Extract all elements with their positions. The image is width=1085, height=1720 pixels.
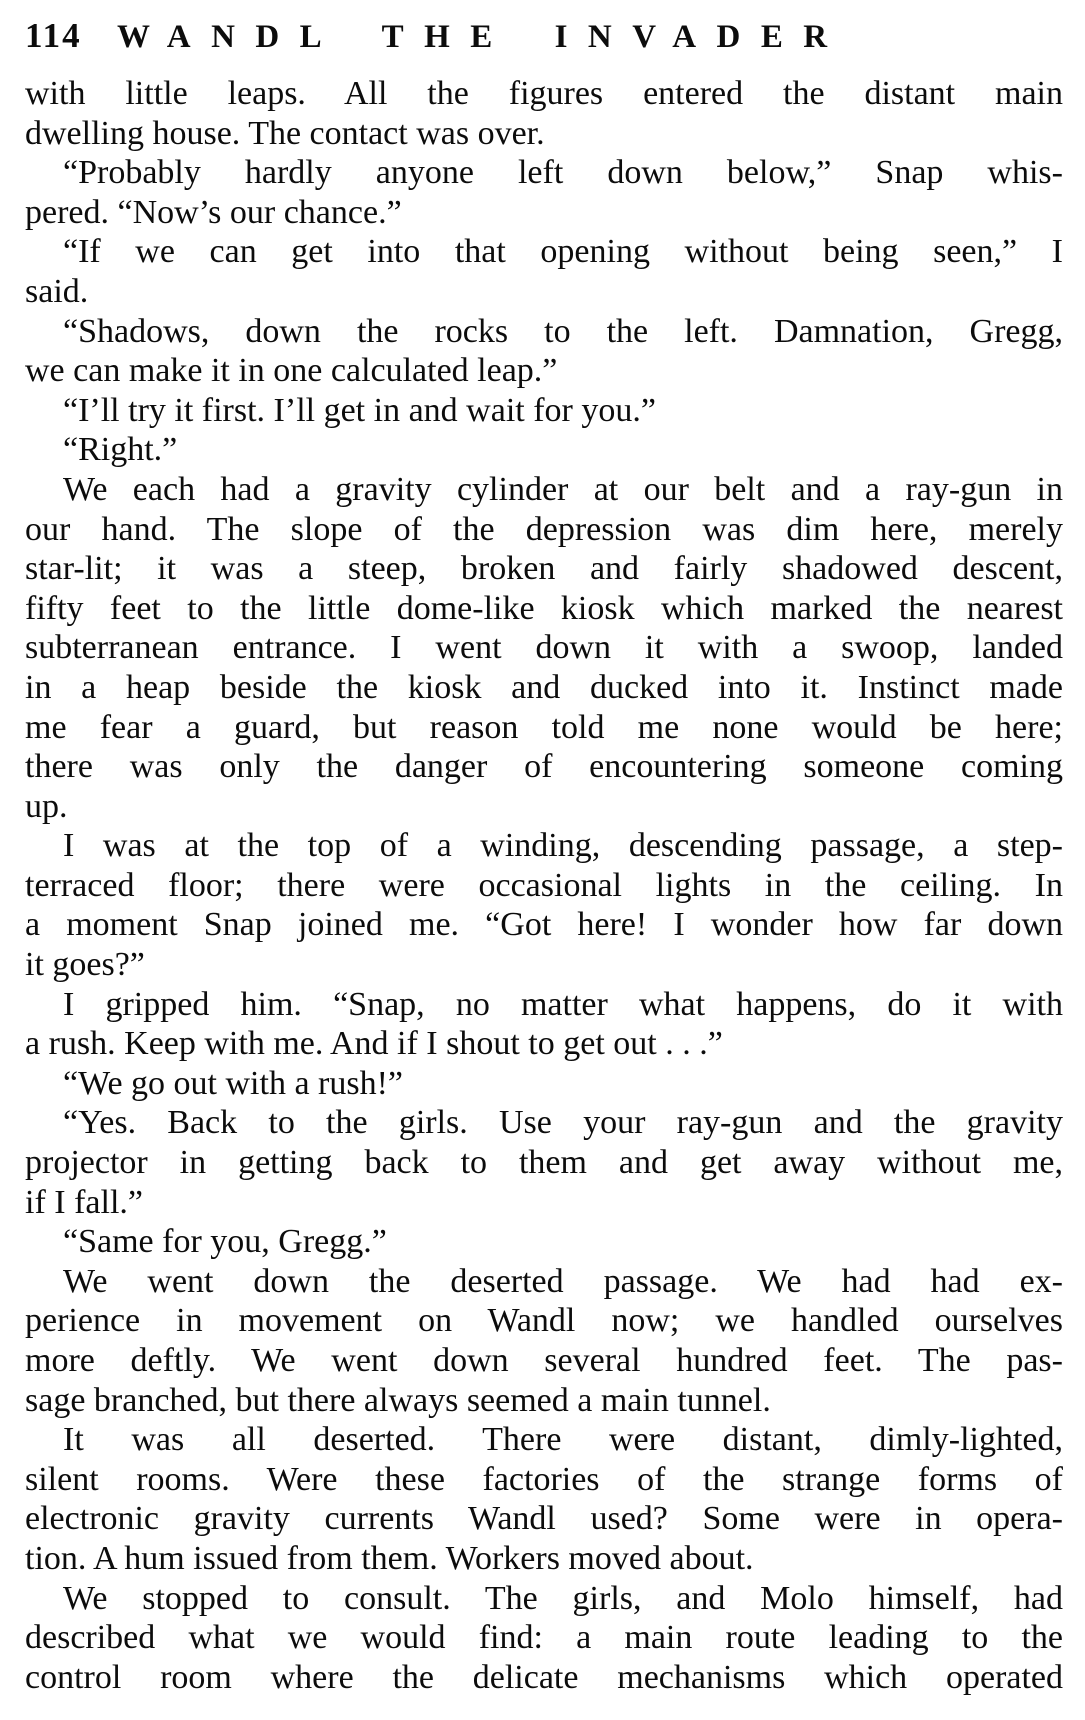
text-line: “Right.” [63,431,178,469]
text-line: with little leaps. All the figures entered the distant main [25,75,1063,112]
text-line: we can make it in one calculated leap.” [25,352,558,390]
text-line: a rush. Keep with me. And if I shout to get out . . .” [25,1025,723,1063]
text-line: projector in getting back to them and get away without me, [25,1144,1063,1182]
text-line: We each had a gravity cylinder at our belt and a ray-gun in [63,470,1063,508]
text-line: there was only the danger of encountering someone coming [25,748,1063,786]
text-line: terraced floor; there were occasional lights in the ceiling. In [25,866,1063,904]
text-line: me fear a guard, but reason told me none would be here; [25,708,1063,746]
text-line: sage branched, but there always seemed a main tunnel. [25,1381,771,1419]
text-line: pered. “Now’s our chance.” [25,193,402,231]
text-line: “Shadows, down the rocks to the left. Damnation, Gregg, [63,312,1063,350]
text-line: up. [25,787,68,825]
text-line: We stopped to consult. The girls, and Molo himself, had [63,1579,1063,1617]
text-line: We went down the deserted passage. We had had ex- [63,1262,1063,1300]
text-line: “I’ll try it first. I’ll get in and wait for you.” [63,391,656,429]
text-line: in a heap beside the kiosk and ducked into it. Instinct made [25,668,1063,706]
text-line: dwelling house. The contact was over. [25,114,545,152]
page-header [25,16,1063,56]
text-line: “Yes. Back to the girls. Use your ray-gun and the gravity [63,1104,1063,1142]
text-line: It was all deserted. There were distant, dimly-lighted, [63,1421,1063,1459]
text-line: star-lit; it was a steep, broken and fairly shadowed descent, [25,550,1063,588]
body-text [25,74,1063,1697]
text-line: our hand. The slope of the depression was dim here, merely [25,510,1063,548]
text-line: said. [25,272,89,310]
text-line: I was at the top of a winding, descending passage, a step- [63,827,1063,865]
text-line: “We go out with a rush!” [63,1064,403,1102]
text-line: silent rooms. Were these factories of the strange forms of [25,1460,1063,1498]
text-line: I gripped him. “Snap, no matter what happens, do it with [63,985,1063,1023]
text-line: more deftly. We went down several hundred feet. The pas- [25,1342,1063,1379]
page-number: 114 [25,16,82,55]
running-title: WANDL THE INVADER [117,19,848,55]
text-line: tion. A hum issued from them. Workers moved about. [25,1539,754,1577]
text-line: “If we can get into that opening without being seen,” I [63,233,1063,271]
text-line: perience in movement on Wandl now; we handled ourselves [25,1302,1063,1340]
text-line: “Same for you, Gregg.” [63,1223,387,1261]
text-line: a moment Snap joined me. “Got here! I wonder how far down [25,906,1063,944]
text-line: “Probably hardly anyone left down below,” Snap whis- [63,154,1063,192]
text-line: it goes?” [25,946,145,984]
text-line: subterranean entrance. I went down it with a swoop, landed [25,629,1063,667]
text-line: described what we would find: a main route leading to the [25,1619,1063,1657]
text-line: fifty feet to the little dome-like kiosk which marked the nearest [25,589,1063,627]
text-line: control room where the delicate mechanisms which operated [25,1658,1063,1696]
text-line: if I fall.” [25,1183,143,1221]
text-line: electronic gravity currents Wandl used? Some were in opera- [25,1500,1063,1538]
